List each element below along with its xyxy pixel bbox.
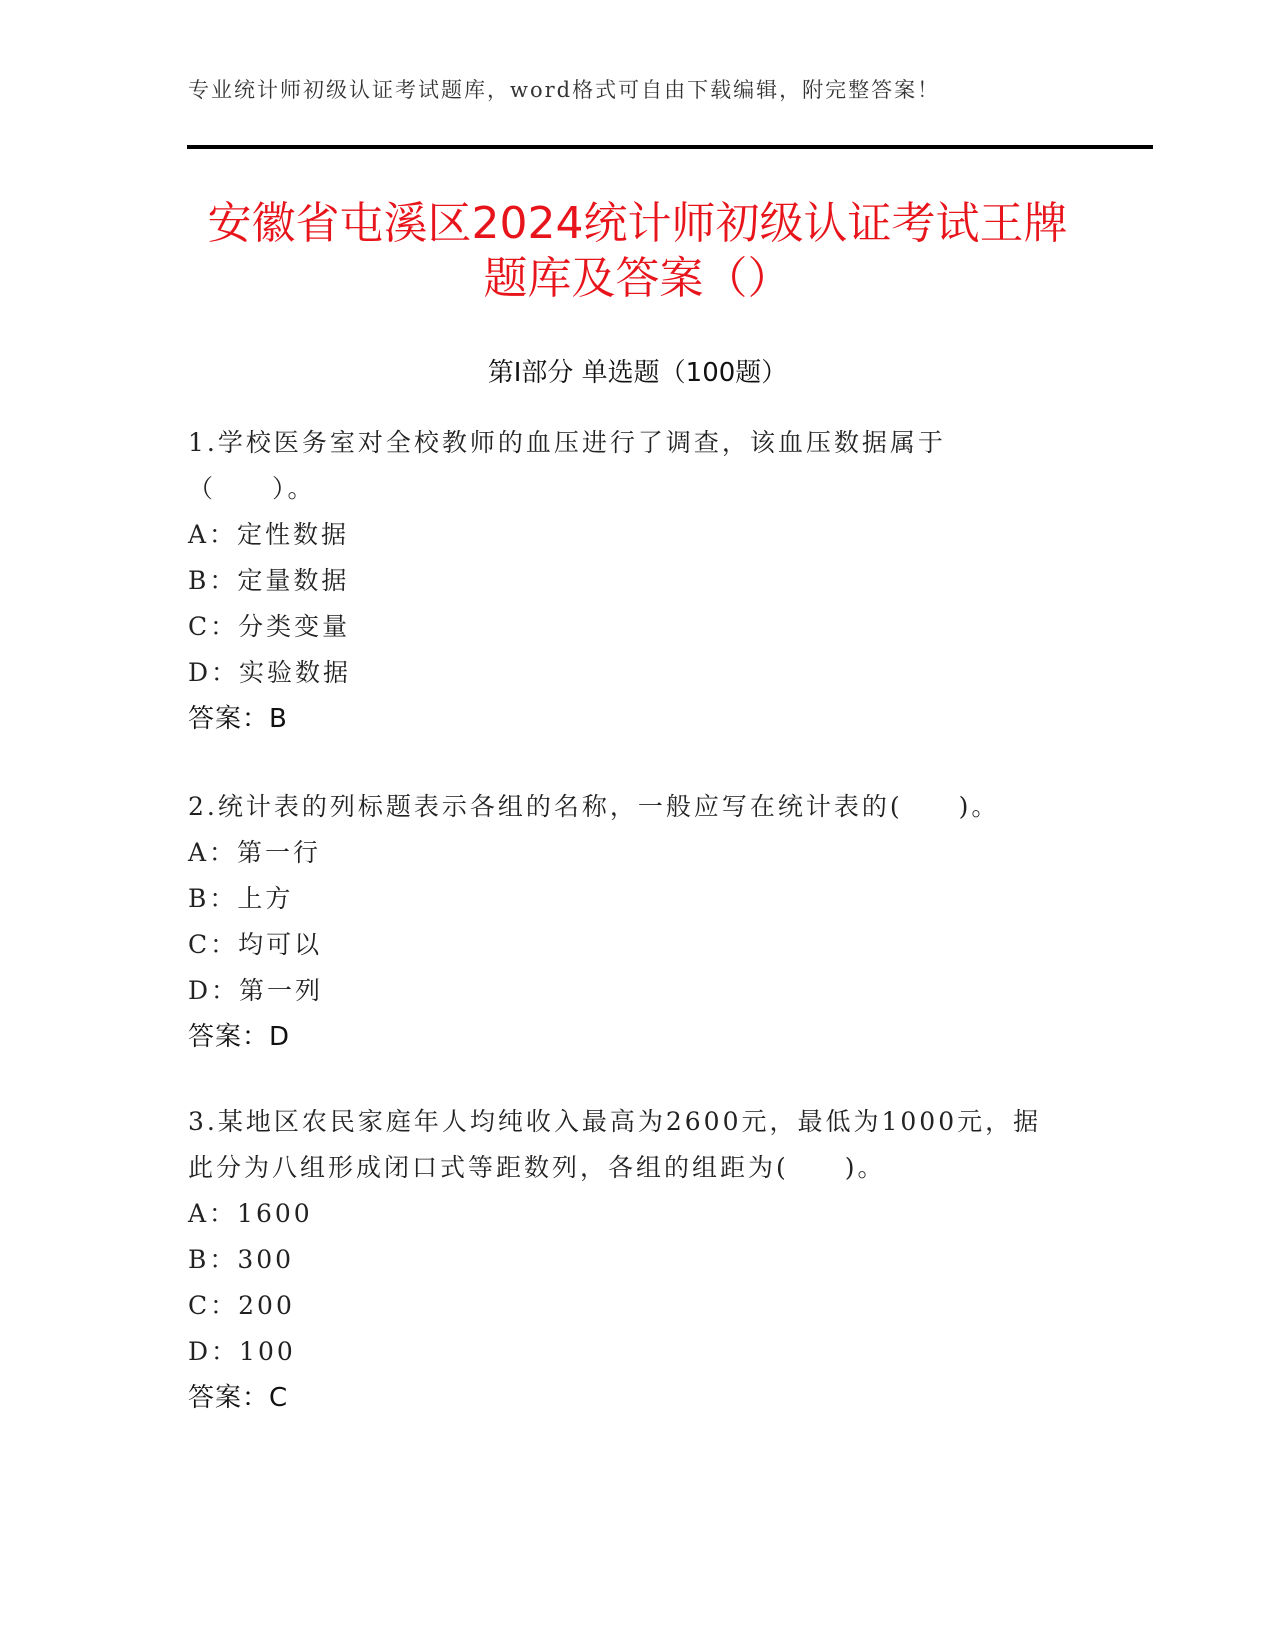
option-c: C：分类变量 xyxy=(188,612,351,641)
option-b: B：300 xyxy=(188,1245,295,1274)
option-c: C：200 xyxy=(188,1291,295,1320)
title-line-2: 题库及答案（） xyxy=(483,253,792,304)
document-title xyxy=(150,196,1125,306)
option-b: B：定量数据 xyxy=(188,566,350,595)
question-3 xyxy=(188,1099,1068,1421)
answer: 答案：D xyxy=(188,1022,291,1052)
option-d: D：第一列 xyxy=(188,976,324,1005)
question-2 xyxy=(188,784,1068,1060)
header-divider xyxy=(187,145,1153,149)
page-header: 专业统计师初级认证考试题库，word格式可自由下载编辑，附完整答案！ xyxy=(188,78,941,102)
question-stem: 1.学校医务室对全校教师的血压进行了调查，该血压数据属于（ ）。 xyxy=(188,428,946,503)
option-a: A：第一行 xyxy=(188,838,322,867)
option-a: A：1600 xyxy=(188,1199,313,1228)
title-line-1: 安徽省屯溪区2024统计师初级认证考试王牌 xyxy=(207,198,1068,249)
section-title: 第I部分 单选题（100题） xyxy=(487,358,788,388)
question-stem: 2.统计表的列标题表示各组的名称，一般应写在统计表的( )。 xyxy=(188,792,1000,821)
answer: 答案：B xyxy=(188,704,288,734)
question-1 xyxy=(188,420,1068,742)
option-c: C：均可以 xyxy=(188,930,323,959)
option-b: B：上方 xyxy=(188,884,294,913)
option-d: D：实验数据 xyxy=(188,658,352,687)
option-d: D：100 xyxy=(188,1337,296,1366)
option-a: A：定性数据 xyxy=(188,520,350,549)
answer: 答案：C xyxy=(188,1383,289,1413)
question-stem: 3.某地区农民家庭年人均纯收入最高为2600元，最低为1000元，据此分为八组形成闭口式等距数列，各组的组距为( )。 xyxy=(188,1107,1042,1182)
